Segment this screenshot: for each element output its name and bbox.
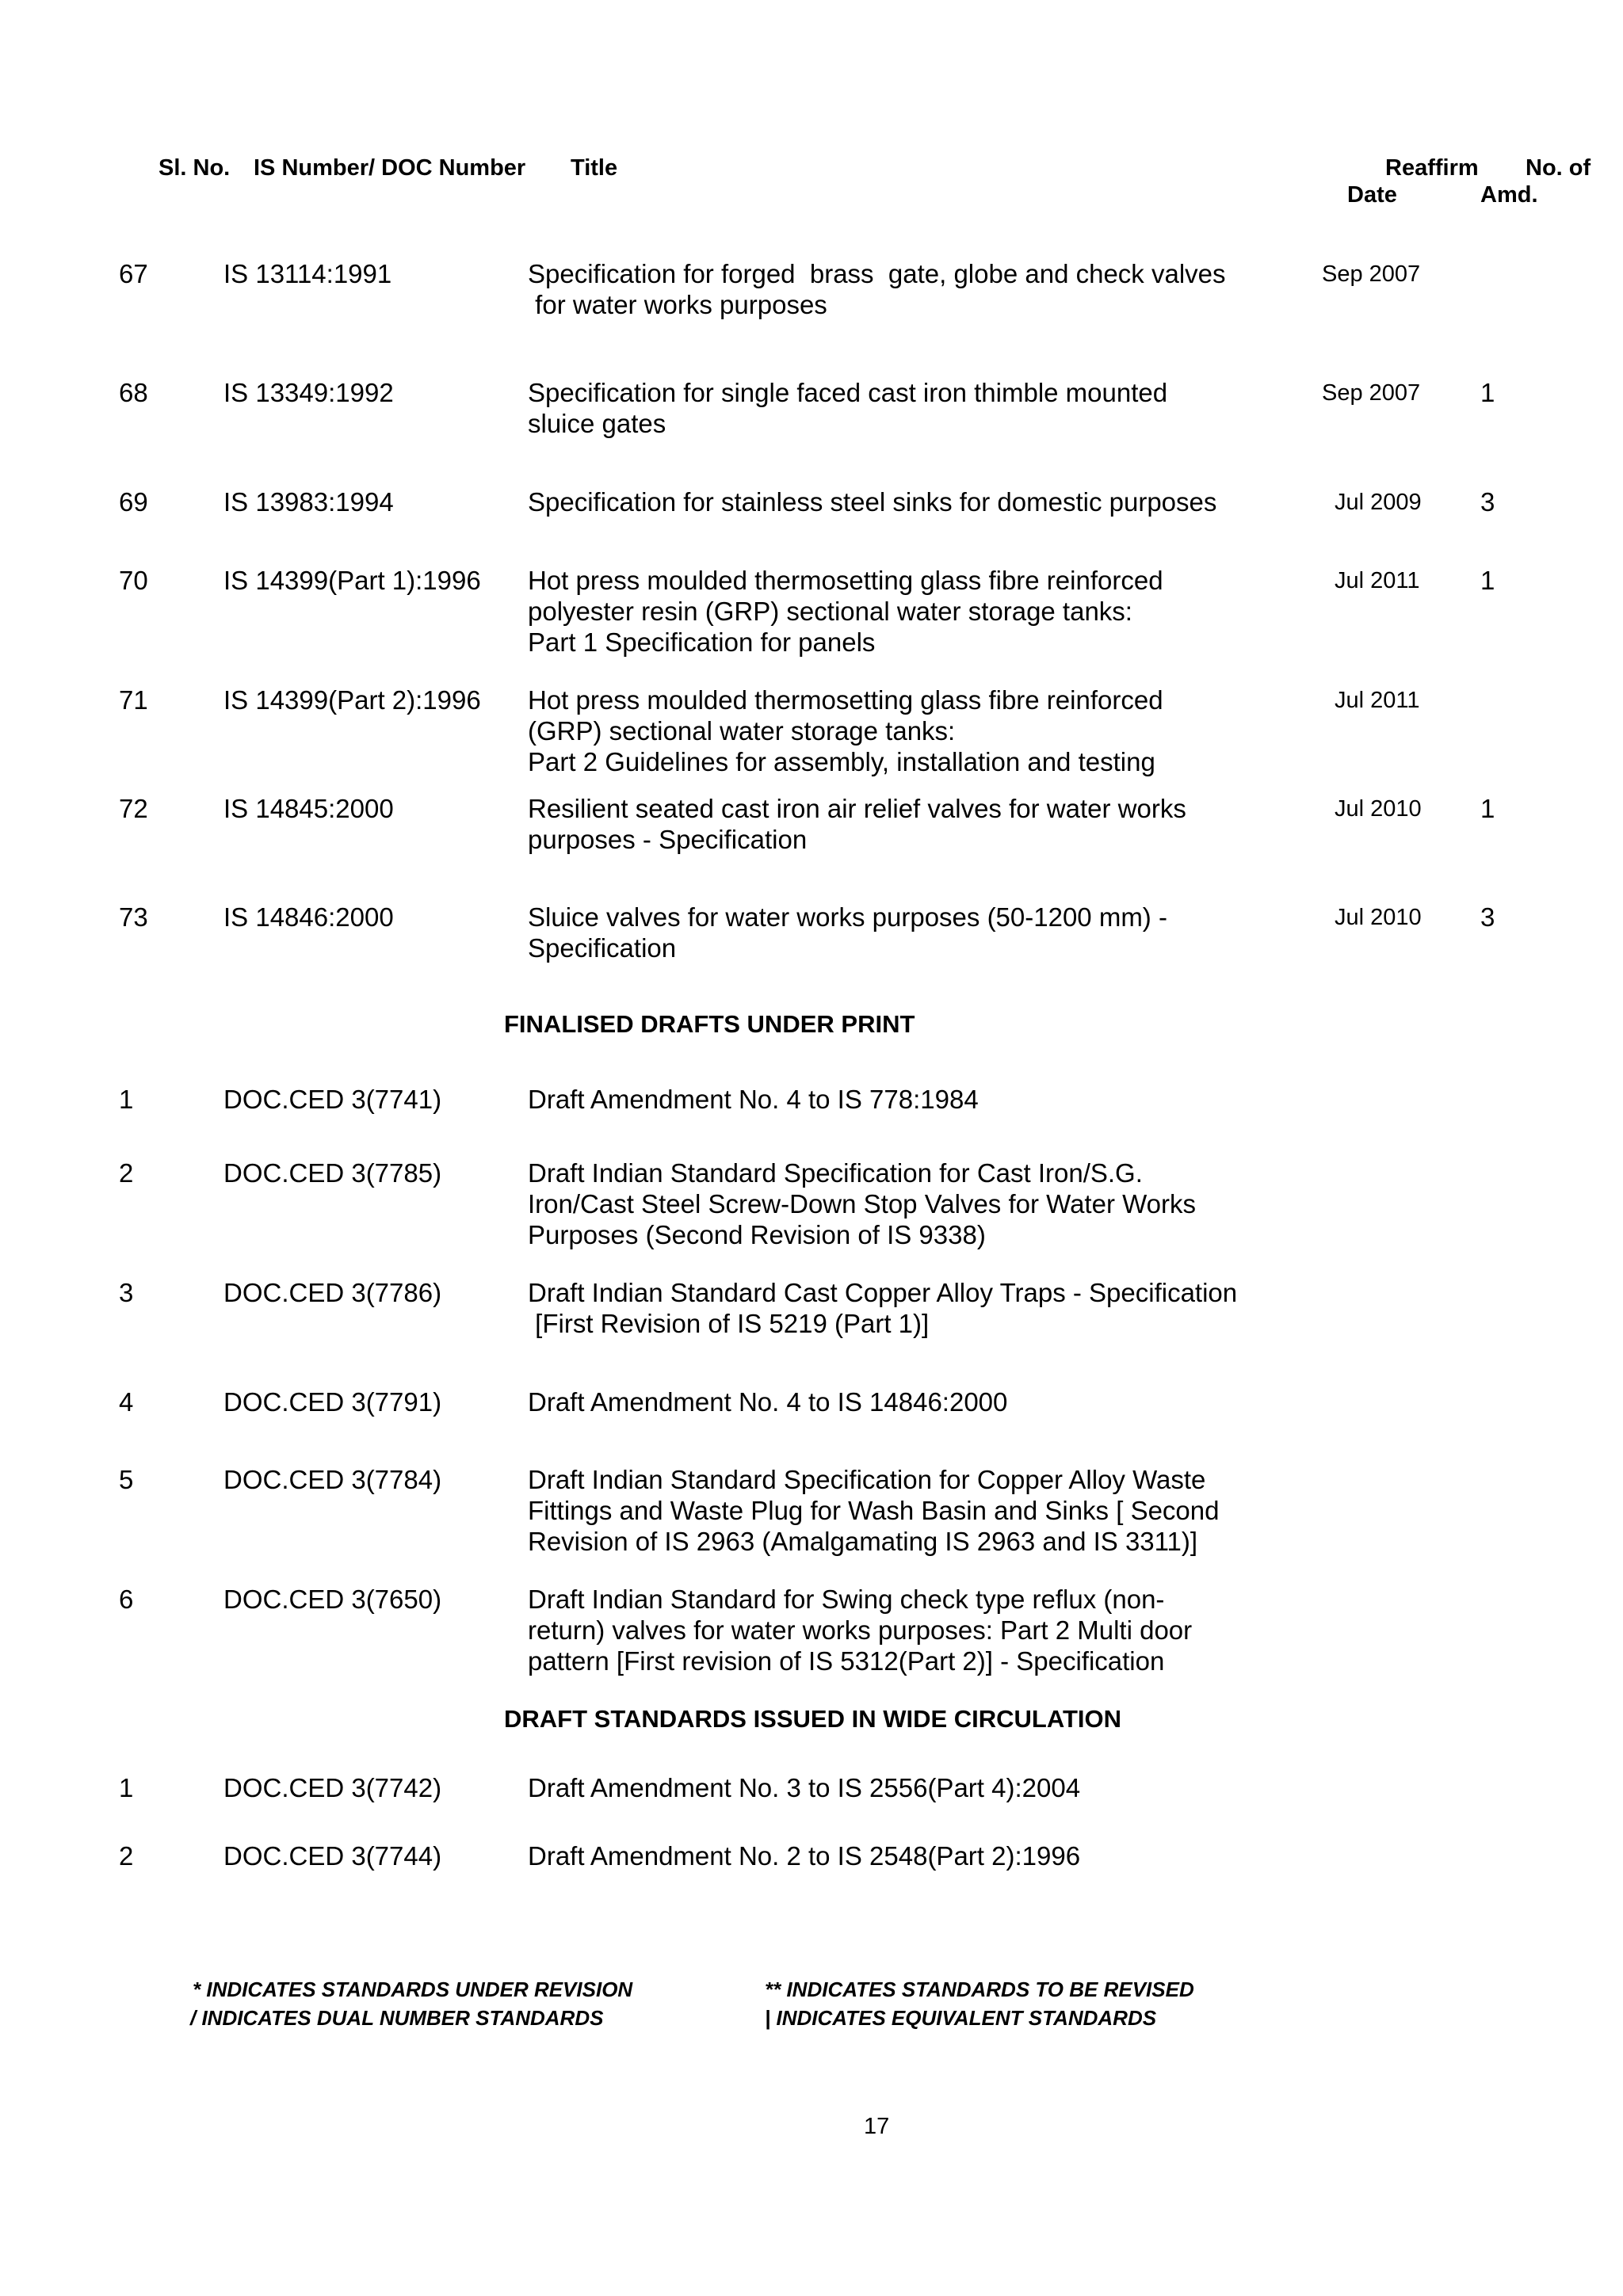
- row-title: Specification for forged brass gate, globe and check valves for water works purposes: [528, 259, 1226, 319]
- row-sl: 67: [119, 259, 148, 288]
- item-sl: 1: [119, 1085, 134, 1114]
- row-amd: 3: [1480, 487, 1495, 517]
- finalised-heading: FINALISED DRAFTS UNDER PRINT: [504, 1010, 915, 1038]
- item-doc-number: DOC.CED 3(7650): [223, 1585, 442, 1614]
- header-title: Title: [571, 155, 618, 181]
- row-sl: 73: [119, 902, 148, 932]
- item-title: Draft Indian Standard Specification for Cast Iron/S.G. Iron/Cast Steel Screw-Down Stop Valves for Water Works Purposes (Second Revision of IS 9338): [528, 1158, 1196, 1249]
- item-sl: 5: [119, 1465, 134, 1494]
- row-number: IS 13349:1992: [223, 378, 394, 407]
- row-sl: 68: [119, 378, 148, 407]
- item-sl: 2: [119, 1841, 134, 1871]
- item-doc-number: DOC.CED 3(7741): [223, 1085, 442, 1114]
- row-reaffirm-date: Sep 2007: [1322, 380, 1421, 406]
- item-title: Draft Indian Standard Cast Copper Alloy Traps - Specification [First Revision of IS 5219 (Part 1)]: [528, 1278, 1238, 1338]
- row-reaffirm-date: Jul 2011: [1335, 568, 1420, 593]
- row-reaffirm-date: Jul 2011: [1335, 688, 1420, 713]
- item-title: Draft Amendment No. 3 to IS 2556(Part 4):2004: [528, 1773, 1081, 1802]
- item-title: Draft Indian Standard Specification for Copper Alloy Waste Fittings and Waste Plug for Wash Basin and Sinks [ Second Revision of IS 2963 (Amalgamating IS 2963 and IS 3311)]: [528, 1465, 1220, 1556]
- row-amd: 3: [1480, 902, 1495, 932]
- row-title: Hot press moulded thermosetting glass fibre reinforced polyester resin (GRP) sectional water storage tanks: Part 1 Specification for panels: [528, 566, 1163, 657]
- item-sl: 1: [119, 1773, 134, 1802]
- row-number: IS 14399(Part 1):1996: [223, 566, 481, 595]
- row-reaffirm-date: Jul 2010: [1335, 905, 1422, 930]
- item-sl: 3: [119, 1278, 134, 1307]
- row-title: Sluice valves for water works purposes (50-1200 mm) - Specification: [528, 902, 1167, 963]
- row-title: Specification for single faced cast iron thimble mounted sluice gates: [528, 378, 1168, 438]
- row-title: Hot press moulded thermosetting glass fibre reinforced (GRP) sectional water storage tanks: Part 2 Guidelines for assembly, installation and testing: [528, 685, 1163, 776]
- item-doc-number: DOC.CED 3(7791): [223, 1387, 442, 1417]
- row-number: IS 13983:1994: [223, 487, 394, 517]
- note-to-be-revised: ** INDICATES STANDARDS TO BE REVISED: [765, 1978, 1194, 2001]
- row-amd: 1: [1480, 794, 1495, 823]
- item-sl: 2: [119, 1158, 134, 1188]
- item-doc-number: DOC.CED 3(7786): [223, 1278, 442, 1307]
- item-title: Draft Amendment No. 2 to IS 2548(Part 2):1996: [528, 1841, 1081, 1871]
- row-number: IS 14846:2000: [223, 902, 394, 932]
- item-sl: 4: [119, 1387, 134, 1417]
- row-number: IS 13114:1991: [223, 259, 392, 288]
- item-doc-number: DOC.CED 3(7784): [223, 1465, 442, 1494]
- note-dual-number: / INDICATES DUAL NUMBER STANDARDS: [190, 2006, 604, 2030]
- row-number: IS 14845:2000: [223, 794, 394, 823]
- header-amd: Amd.: [1480, 182, 1538, 208]
- header-is-number: IS Number/ DOC Number: [254, 155, 526, 181]
- item-title: Draft Amendment No. 4 to IS 14846:2000: [528, 1387, 1008, 1417]
- note-under-revision: * INDICATES STANDARDS UNDER REVISION: [193, 1978, 633, 2001]
- row-amd: 1: [1480, 378, 1495, 407]
- item-title: Draft Indian Standard for Swing check type reflux (non- return) valves for water works purposes: Part 2 Multi door pattern [First revision of IS 5312(Part 2)] - Specification: [528, 1585, 1193, 1676]
- row-title: Resilient seated cast iron air relief valves for water works purposes - Specification: [528, 794, 1186, 854]
- row-reaffirm-date: Jul 2009: [1335, 490, 1422, 515]
- row-reaffirm-date: Jul 2010: [1335, 796, 1422, 822]
- header-reaffirm: Reaffirm: [1385, 155, 1479, 181]
- header-sl-no: Sl. No.: [158, 155, 231, 181]
- page-number: 17: [864, 2114, 890, 2139]
- item-doc-number: DOC.CED 3(7744): [223, 1841, 442, 1871]
- item-title: Draft Amendment No. 4 to IS 778:1984: [528, 1085, 979, 1114]
- row-sl: 70: [119, 566, 148, 595]
- row-sl: 72: [119, 794, 148, 823]
- row-sl: 69: [119, 487, 148, 517]
- row-sl: 71: [119, 685, 148, 715]
- row-number: IS 14399(Part 2):1996: [223, 685, 481, 715]
- item-sl: 6: [119, 1585, 134, 1614]
- header-no-of: No. of: [1526, 155, 1591, 181]
- item-doc-number: DOC.CED 3(7785): [223, 1158, 442, 1188]
- item-doc-number: DOC.CED 3(7742): [223, 1773, 442, 1802]
- header-date: Date: [1347, 182, 1397, 208]
- row-reaffirm-date: Sep 2007: [1322, 261, 1421, 287]
- row-title: Specification for stainless steel sinks for domestic purposes: [528, 487, 1217, 517]
- row-amd: 1: [1480, 566, 1495, 595]
- wide-circulation-heading: DRAFT STANDARDS ISSUED IN WIDE CIRCULATION: [504, 1705, 1121, 1733]
- note-equivalent: | INDICATES EQUIVALENT STANDARDS: [765, 2006, 1157, 2030]
